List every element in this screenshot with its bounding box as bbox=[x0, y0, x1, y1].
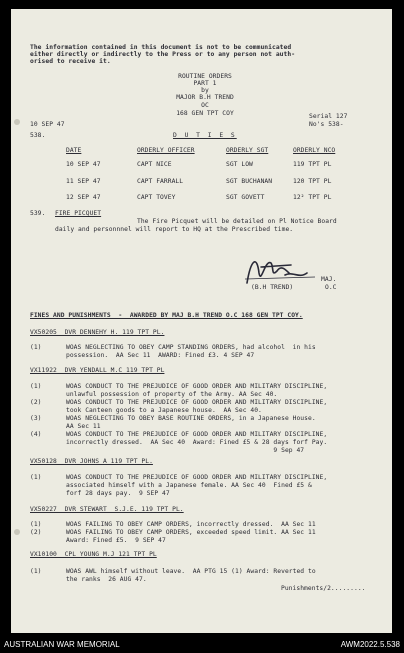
footer-reference: AWM2022.5.538 bbox=[340, 640, 400, 649]
duties-cell: 119 TPT PL bbox=[293, 161, 332, 168]
case-line: unlawful possession of property of the Army. AA Sec 40. bbox=[66, 391, 278, 398]
duties-col-nco: ORDERLY NCO bbox=[293, 147, 336, 154]
duties-cell: 11 SEP 47 bbox=[66, 178, 101, 185]
notice-line: either directly or indirectly to the Press or to any person not auth- bbox=[30, 51, 296, 58]
duties-cell: CAPT NICE bbox=[137, 161, 172, 168]
duties-cell: 10 SEP 47 bbox=[66, 161, 101, 168]
orders-oc: OC bbox=[201, 102, 209, 109]
duties-cell: SGT LOW bbox=[226, 161, 253, 168]
case-item-number: (4) bbox=[30, 431, 42, 438]
case-soldier: VX50227 DVR STEWART S.J.E. 119 TPT PL. bbox=[30, 506, 184, 513]
case-line: WOAS NEGLECTING TO OBEY CAMP STANDING ORDERS, had alcohol in his bbox=[66, 344, 316, 351]
orders-officer: MAJOR B.H TREND bbox=[176, 94, 234, 101]
archive-footer bbox=[0, 636, 404, 653]
picquet-text: daily and personnnel will report to HQ at the Prescribed time. bbox=[55, 226, 294, 233]
case-line: AA Sec 11 bbox=[66, 423, 101, 430]
case-soldier: VX11922 DVR YENDALL M.C 119 TPT PL bbox=[30, 367, 165, 374]
orders-part: PART 1 bbox=[193, 80, 217, 87]
signature-name: (B.H TREND) bbox=[251, 284, 294, 291]
signature-title: O.C bbox=[325, 284, 337, 291]
fines-heading: FINES AND PUNISHMENTS - AWARDED BY MAJ B.H TREND O.C 168 GEN TPT COY. bbox=[30, 312, 303, 319]
case-line: WOAS CONDUCT TO THE PREJUDICE OF GOOD ORDER AND MILITARY DISCIPLINE, bbox=[66, 474, 328, 481]
duties-cell: CAPT FARRALL bbox=[137, 178, 184, 185]
case-item-number: (1) bbox=[30, 474, 42, 481]
picquet-text: The Fire Picquet will be detailed on Pl Notice Board bbox=[137, 218, 337, 225]
case-line: Award: Fined £5. 9 SEP 47 bbox=[66, 537, 166, 544]
orders-title: ROUTINE ORDERS bbox=[178, 73, 232, 80]
duties-cell: SGT GOVETT bbox=[226, 194, 265, 201]
serial-number: Serial 127 bbox=[309, 113, 348, 120]
case-line: associated himself with a Japanese female. AA Sec 40 Fined £5 & bbox=[66, 482, 312, 489]
case-line: the ranks 26 AUG 47. bbox=[66, 576, 147, 583]
notice-line: orised to receive it. bbox=[30, 58, 111, 65]
signature-mark bbox=[241, 249, 321, 289]
case-item-number: (2) bbox=[30, 529, 42, 536]
orders-date: 10 SEP 47 bbox=[30, 121, 65, 128]
notice-line: The information contained in this document is not to be communicated bbox=[30, 44, 292, 51]
case-soldier: VX50205 DVR DENNEHY H. 119 TPT PL. bbox=[30, 329, 165, 336]
duties-cell: 12² TPT PL bbox=[293, 194, 332, 201]
case-line: incorrectly dressed. AA Sec 40 Award: Fined £5 & 28 days forf Pay. bbox=[66, 439, 328, 446]
duties-col-sgt: ORDERLY SGT bbox=[226, 147, 269, 154]
case-soldier: VX10100 CPL YOUNG M.J 121 TPT PL bbox=[30, 551, 157, 558]
case-item-number: (1) bbox=[30, 344, 42, 351]
case-item-number: (3) bbox=[30, 415, 42, 422]
duties-cell: 120 TPT PL bbox=[293, 178, 332, 185]
duties-col-officer: ORDERLY OFFICER bbox=[137, 147, 195, 154]
case-line: WOAS NEGLECTING TO OBEY BASE ROUTINE ORDERS, in a Japanese House. bbox=[66, 415, 316, 422]
case-soldier: VX50128 DVR JOHNS A 119 TPT PL. bbox=[30, 458, 153, 465]
orders-unit: 168 GEN TPT COY bbox=[176, 110, 234, 117]
case-line: WOAS CONDUCT TO THE PREJUDICE OF GOOD ORDER AND MILITARY DISCIPLINE, bbox=[66, 383, 328, 390]
case-item-number: (1) bbox=[30, 383, 42, 390]
case-line: WOAS AWL himself without leave. AA PTG 15 (1) Award: Reverted to bbox=[66, 568, 316, 575]
footer-credit: AUSTRALIAN WAR MEMORIAL bbox=[4, 640, 120, 649]
picquet-heading: FIRE PICQUET bbox=[55, 210, 102, 217]
duties-cell: 12 SEP 47 bbox=[66, 194, 101, 201]
picquet-number: 539. bbox=[30, 210, 46, 217]
orders-by: by bbox=[201, 87, 209, 94]
case-line: took Canteen goods to a Japanese house. AA Sec 40. bbox=[66, 407, 262, 414]
signature-rank: MAJ. bbox=[321, 276, 337, 283]
order-numbers: No's 538- bbox=[309, 121, 344, 128]
punch-hole bbox=[14, 119, 20, 125]
case-item-number: (1) bbox=[30, 568, 42, 575]
case-line: 9 Sep 47 bbox=[66, 447, 305, 454]
duties-number: 538. bbox=[30, 132, 46, 139]
duties-cell: SGT BUCHANAN bbox=[226, 178, 273, 185]
document-page bbox=[11, 9, 392, 633]
case-line: WOAS FAILING TO OBEY CAMP ORDERS, incorrectly dressed. AA Sec 11 bbox=[66, 521, 316, 528]
duties-col-date: DATE bbox=[66, 147, 82, 154]
duties-cell: CAPT TOVEY bbox=[137, 194, 176, 201]
case-line: WOAS CONDUCT TO THE PREJUDICE OF GOOD ORDER AND MILITARY DISCIPLINE, bbox=[66, 431, 328, 438]
duties-heading: D U T I E S bbox=[173, 132, 237, 139]
continued-note: Punishments/2......... bbox=[281, 585, 366, 592]
case-line: forf 28 days pay. 9 SEP 47 bbox=[66, 490, 170, 497]
punch-hole bbox=[14, 529, 20, 535]
case-item-number: (1) bbox=[30, 521, 42, 528]
case-line: WOAS CONDUCT TO THE PREJUDICE OF GOOD ORDER AND MILITARY DISCIPLINE, bbox=[66, 399, 328, 406]
case-line: WOAS FAILING TO OBEY CAMP ORDERS, exceeded speed limit. AA Sec 11 bbox=[66, 529, 316, 536]
case-item-number: (2) bbox=[30, 399, 42, 406]
case-line: possession. AA Sec 11 AWARD: Fined £3. 4 SEP 47 bbox=[66, 352, 255, 359]
